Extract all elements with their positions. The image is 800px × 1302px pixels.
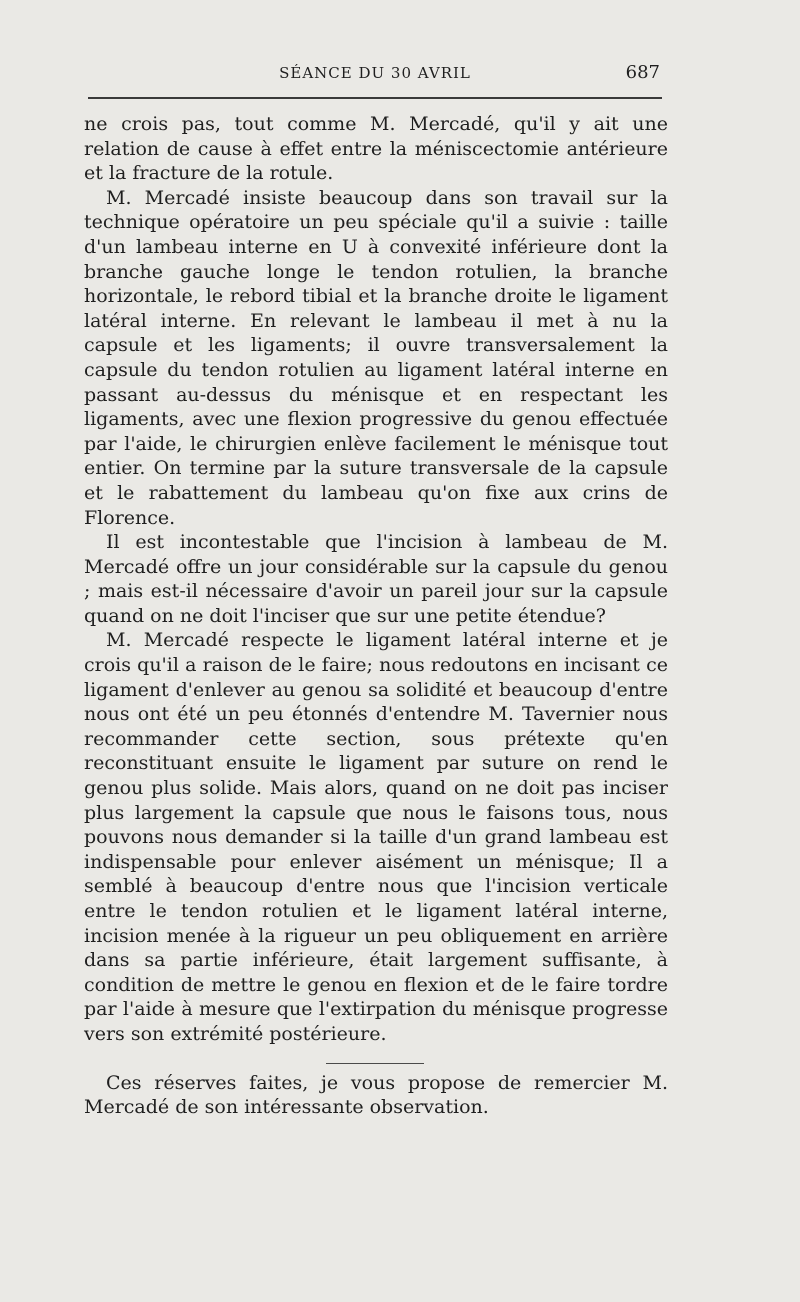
header-rule — [88, 97, 662, 99]
paragraph-technique: M. Mercadé insiste beaucoup dans son travail sur la technique opératoire un peu spéciale qu'il a suivie : taille d'un lambeau interne en U à convexité inférieure dont la branche gauche longe le tendon rotulien, la branche horizontale, le rebord tibial et la branche droite le ligament latéral interne. En relevant le lambeau il met à nu la capsule et les ligaments; il ouvre transversalement la capsule du tendon rotulien au ligament latéral interne en passant au-dessus du ménisque et en respectant les ligaments, avec une flexion progressive du genou effectuée par l'aide, le chirurgien enlève facilement le ménisque tout entier. On termine par la suture transversale de la capsule et le rabattement du lambeau qu'on fixe aux crins de Florence. — [84, 186, 668, 529]
paragraph-continuation: ne crois pas, tout comme M. Mercadé, qu'il y ait une relation de cause à effet entre la méniscectomie antérieure et la fracture de la rotule. — [84, 113, 668, 185]
paragraph-conclusion: Ces réserves faites, je vous propose de remercier M. Mercadé de son intéressante observation. — [84, 1071, 668, 1119]
page-header — [86, 58, 664, 92]
paragraph-ligament: M. Mercadé respecte le ligament latéral interne et je crois qu'il a raison de le faire; nous redoutons en incisant ce ligament d'enlever au genou sa solidité et beaucoup d'entre nous ont été un peu étonnés d'entendre M. Tavernier nous recommander cette section, sous prétexte qu'en reconstituant ensuite le ligament par suture on rend le genou plus solide. Mais alors, quand on ne doit pas inciser plus largement la capsule que nous le faisons tous, nous pouvons nous demander si la taille d'un grand lambeau est indispensable pour enlever aisément un ménisque; Il a semblé à beaucoup d'entre nous que l'incision verticale entre le tendon rotulien et le ligament latéral interne, incision menée à la rigueur un peu obliquement en arrière dans sa partie inférieure, était largement suffisante, à condition de mettre le genou en flexion et de le faire tordre par l'aide à mesure que l'extirpation du ménisque progresse vers son extrémité postérieure. — [84, 629, 668, 1045]
page-number: 687 — [625, 62, 660, 83]
body-text — [84, 112, 668, 1120]
paragraph-incision: Il est incontestable que l'incision à lambeau de M. Mercadé offre un jour considérable sur la capsule du genou ; mais est-il nécessaire d'avoir un pareil jour sur la capsule quand on ne doit l'inciser que sur une petite étendue? — [84, 531, 668, 627]
running-title: SÉANCE DU 30 AVRIL — [279, 64, 471, 82]
closing-rule — [326, 1063, 424, 1064]
